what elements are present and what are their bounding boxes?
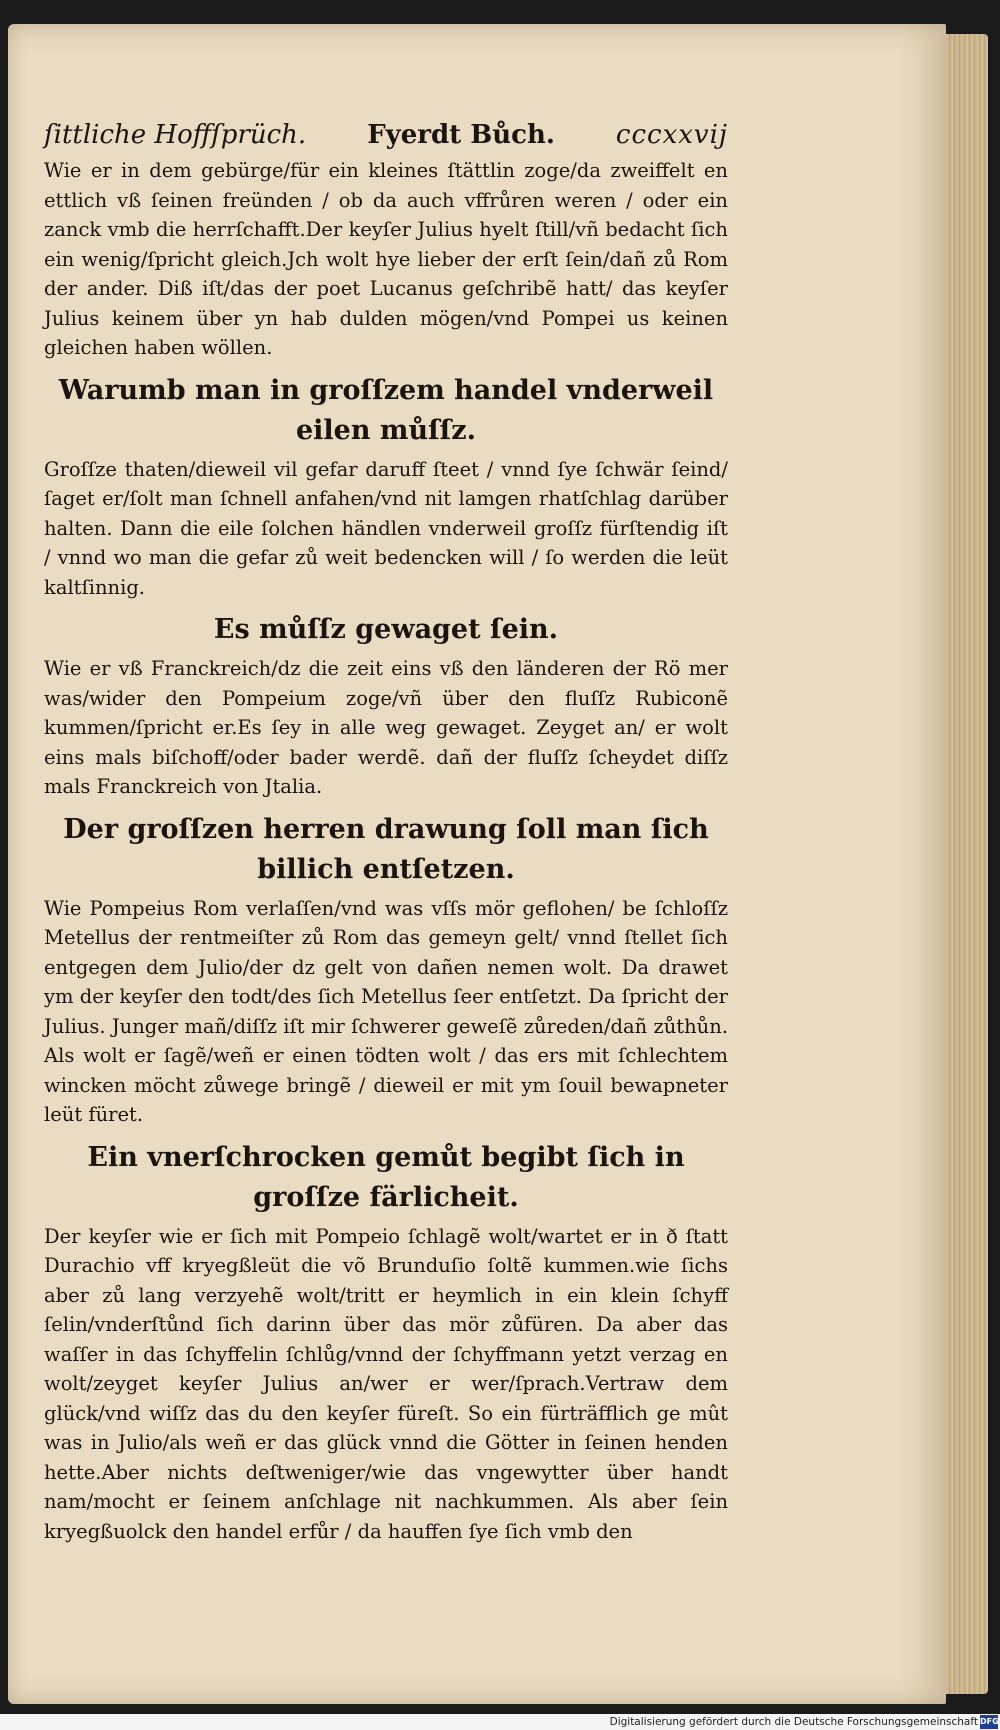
paragraph: Wie er vß Franckreich/dz die zeit eins vß den länderen der Rö mer was/wider den Pompeium zoge/vñ über den fluſſz Rubiconẽ kummen/ſpricht er.Es ſey in alle weg gewaget. Zeyget an/ er wolt eins mals biſchoff/oder bader werdẽ. dañ der fluſſz ſcheydet diſſz mals Franckreich von Jtalia. <box>44 657 728 798</box>
funding-notice: Digitalisierung gefördert durch die Deutsche Forschungsgemeinschaft <box>609 1716 978 1728</box>
section-heading: Warumb man in groſſzem handel vnderweil eilen můſſz. <box>58 374 714 446</box>
paragraph: Groſſze thaten/dieweil vil gefar daruff ſteet / vnnd ſye ſchwär ſeind/ſaget er/ſolt man ſchnell anfahen/vnd nit lamgen rhatſchlag darüber halten. Dann die eile ſolchen händlen vnderweil groſſz fürſtendig iſt / vnnd wo man die gefar zů weit bedencken will / ſo werden die leüt kaltſinnig. <box>44 457 728 599</box>
text-block <box>44 120 728 1546</box>
dfg-logo: DFG <box>980 1715 998 1729</box>
paragraph: Wie Pompeius Rom verlaſſen/vnd was vſſs mör geflohen/ be ſchloſſz Metellus der rentmeiſter zů Rom das gemeyn gelt/ vnnd ſtellet ſich entgegen dem Julio/der dz gelt von dañen nemen wolt. Da drawet ym der keyſer den todt/des ſich Metellus ſeer entſetzt. Da ſpricht der Julius. Junger mañ/diſſz iſt mir ſchwerer geweſẽ zůreden/dañ zůthůn. Als wolt er ſagẽ/weñ er einen tödten wolt / das ers mit ſchlechtem wincken möcht zůwege bringẽ / dieweil er mit ym ſouil bewapneter leüt füret. <box>44 896 728 1126</box>
folio-number: cccxxvij <box>615 120 728 150</box>
paragraph: Wie er in dem gebürge/für ein kleines ſtättlin zoge/da zweiffelt en ettlich vß ſeinen freünden / ob da auch vffrůren weren / oder ein zanck vmb die herrſchafft.Der keyſer Julius hyelt ſtill/vñ bedacht ſich ein wenig/ſpricht gleich.Jch wolt hye lieber der erſt ſein/dañ zů Rom der ander. Diß iſt/das der poet Lucanus geſchribẽ hatt/ das keyſer Julius keinem über yn hab dulden mögen/vnd Pompei us keinen gleichen haben wöllen. <box>44 159 728 359</box>
paragraph: Der keyſer wie er ſich mit Pompeio ſchlagẽ wolt/wartet er in ð ſtatt Durachio vff kryegßleüt die võ Brunduſio ſoltẽ kummen.wie ſichs aber zů lang verzyehẽ wolt/tritt er heymlich in ein klein ſchyff ſelin/vnderſtůnd ſich darinn über das mör zůfüren. Da aber das waſſer in das ſchyffelin ſchlůg/vnnd der ſchyffmann yetzt verzag en wolt/zeyget keyſer Julius an/wer er wer/ſprach.Vertraw dem glück/vnd wiſſz das du den keyſer füreſt. So ein fürträfflich ge mût was in Julio/als weñ er das glück vnnd die Götter in ſeinen henden hette.Aber nichts deſtweniger/wie das vngewytter über handt nam/mocht er ſeinem anſchlage nit nachkummen. Als aber ſein kryegßuolck den handel erfůr / da hauffen ſye ſich vmb den <box>44 1224 728 1543</box>
page-edges <box>946 34 988 1694</box>
running-head-left: ſittliche Hoffſprüch. <box>44 120 307 150</box>
running-head-center: Fyerdt Bůch. <box>367 120 555 150</box>
section-heading: Der groſſzen herren drawung ſoll man ſich billich entſetzen. <box>63 813 709 885</box>
section-heading: Es můſſz gewaget ſein. <box>213 614 559 645</box>
section-heading: Ein vnerſchrocken gemůt begibt ſich in groſſze färlicheit. <box>87 1141 685 1213</box>
running-head <box>44 120 728 150</box>
